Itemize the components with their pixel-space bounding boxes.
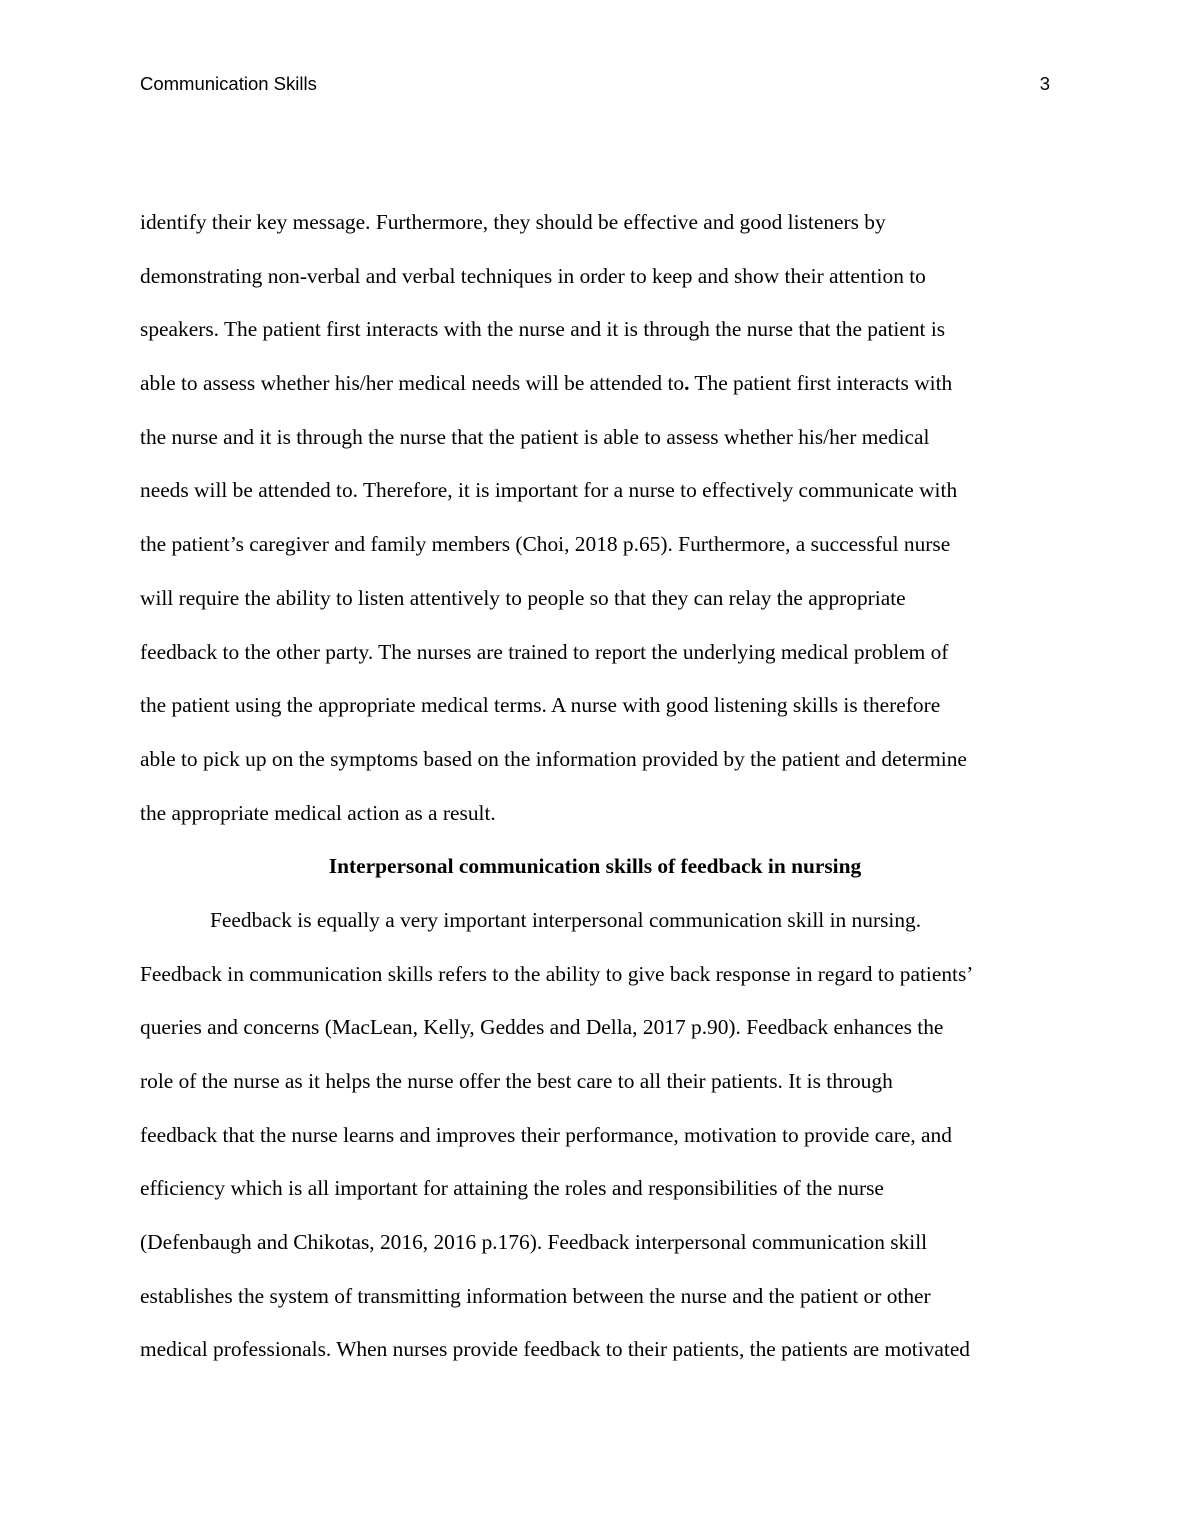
paragraph-line: the nurse and it is through the nurse that the patient is able to assess whether his/her medical	[140, 424, 930, 449]
paragraph-line: the patient’s caregiver and family members (Choi, 2018 p.65). Furthermore, a successful nurse	[140, 532, 951, 557]
paragraph-line: Feedback in communication skills refers to the ability to give back response in regard to patients’	[140, 961, 974, 986]
paragraph-line: medical professionals. When nurses provide feedback to their patients, the patients are motivated	[140, 1337, 971, 1362]
paragraph-line: feedback that the nurse learns and improves their performance, motivation to provide care, and	[140, 1122, 952, 1147]
paragraph-line: speakers. The patient first interacts with the nurse and it is through the nurse that the patient is	[140, 317, 946, 342]
paragraph-line: identify their key message. Furthermore, they should be effective and good listeners by	[140, 210, 886, 234]
paragraph-line	[140, 357, 1050, 411]
paragraph-line: feedback to the other party. The nurses are trained to report the underlying medical problem of	[140, 639, 949, 664]
paragraph-line: needs will be attended to. Therefore, it is important for a nurse to effectively communicate with	[140, 478, 958, 503]
running-head: Communication Skills	[140, 73, 317, 94]
paragraph-line: demonstrating non-verbal and verbal techniques in order to keep and show their attention to	[140, 263, 926, 288]
bold-period: .	[684, 371, 690, 396]
line-segment: able to assess whether his/her medical needs will be attended to	[140, 371, 685, 396]
paragraph-line: able to pick up on the symptoms based on the information provided by the patient and determine	[140, 746, 967, 771]
paragraph-line: efficiency which is all important for attaining the roles and responsibilities of the nurse	[140, 1176, 884, 1201]
paragraph-line: Feedback is equally a very important interpersonal communication skill in nursing.	[210, 907, 922, 932]
paragraph-line: (Defenbaugh and Chikotas, 2016, 2016 p.176). Feedback interpersonal communication skill	[140, 1230, 928, 1255]
line-segment: The patient first interacts with	[689, 371, 953, 396]
paragraph-line: will require the ability to listen attentively to people so that they can relay the appropriate	[140, 585, 906, 610]
page-number: 3	[1039, 73, 1050, 94]
section-heading: Interpersonal communication skills of feedback in nursing	[328, 854, 862, 879]
paragraph-line: role of the nurse as it helps the nurse offer the best care to all their patients. It is through	[140, 1069, 893, 1093]
body-text	[140, 196, 1050, 1377]
paragraph-line: the patient using the appropriate medical terms. A nurse with good listening skills is therefore	[140, 693, 941, 718]
paragraph-line: queries and concerns (MacLean, Kelly, Geddes and Della, 2017 p.90). Feedback enhances the	[140, 1015, 944, 1040]
paragraph-line: establishes the system of transmitting information between the nurse and the patient or other	[140, 1283, 931, 1308]
paragraph-line: the appropriate medical action as a result.	[140, 800, 496, 825]
